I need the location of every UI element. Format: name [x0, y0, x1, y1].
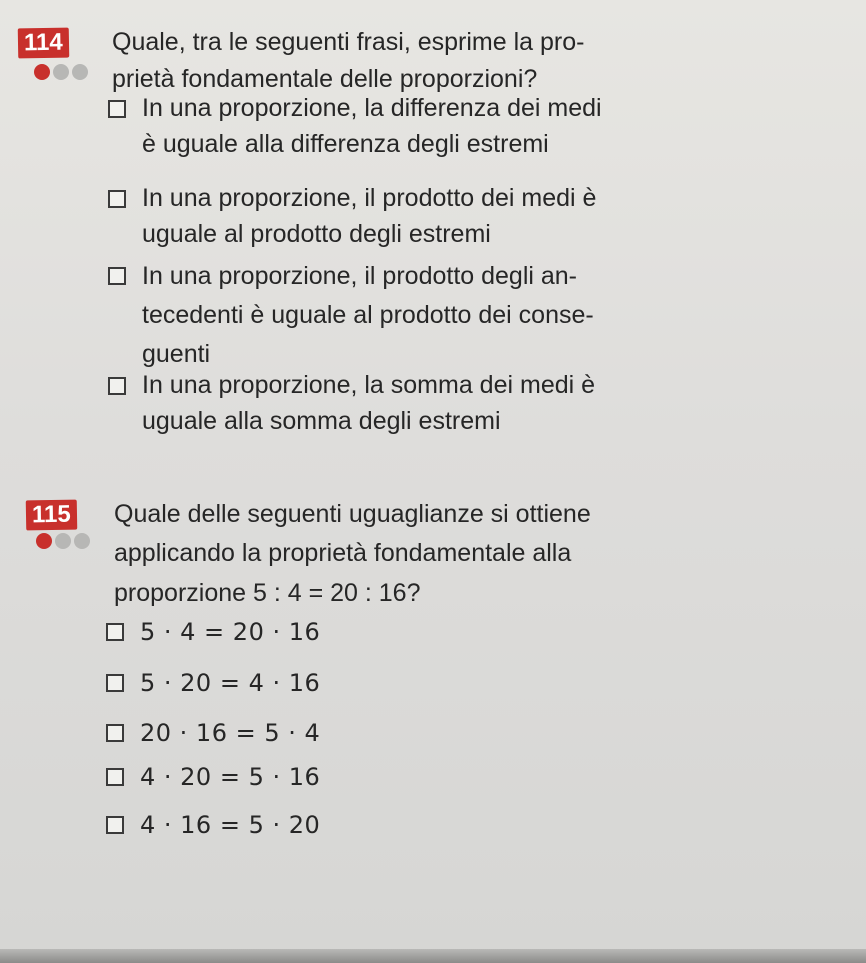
answer-option[interactable] [108, 257, 594, 374]
answer-option[interactable] [106, 761, 320, 793]
page-bottom-edge [0, 949, 866, 963]
answer-checkbox[interactable] [108, 377, 126, 395]
question-line: Quale, tra le seguenti frasi, esprime la pro- [112, 28, 585, 56]
difficulty-dot-empty [55, 533, 71, 549]
question-line: Quale delle seguenti uguaglianze si ottiene [114, 500, 591, 528]
difficulty-dot-empty [72, 64, 88, 80]
answer-option-text: 4 · 16 = 5 · 20 [140, 811, 321, 839]
exercise-number-badge: 114 [18, 28, 69, 59]
answer-option-line: tecedenti è uguale al prodotto dei conse- [142, 301, 594, 329]
difficulty-dot-empty [74, 533, 90, 549]
answer-checkbox[interactable] [106, 816, 124, 834]
answer-checkbox[interactable] [106, 674, 124, 692]
answer-option-text: 5 · 20 = 4 · 16 [140, 669, 321, 697]
answer-option[interactable] [106, 809, 320, 841]
answer-option-line: In una proporzione, il prodotto degli an- [142, 262, 578, 290]
answer-checkbox[interactable] [108, 190, 126, 208]
answer-checkbox[interactable] [106, 623, 124, 641]
answer-option-text: 4 · 20 = 5 · 16 [140, 763, 321, 791]
answer-option-line: guenti [142, 340, 211, 368]
difficulty-dot-empty [53, 64, 69, 80]
question-line: applicando la proprietà fondamentale alla [114, 539, 572, 567]
answer-checkbox[interactable] [106, 724, 124, 742]
answer-option-line: è uguale alla differenza degli estremi [142, 130, 549, 158]
answer-option[interactable] [108, 367, 595, 439]
exercise-number-badge: 115 [26, 500, 77, 531]
answer-checkbox[interactable] [106, 768, 124, 786]
answer-option-line: uguale alla somma degli estremi [142, 407, 501, 435]
question-line: prietà fondamentale delle proporzioni? [112, 65, 538, 93]
difficulty-dots [36, 533, 90, 549]
answer-option[interactable] [108, 90, 602, 162]
answer-option-line: In una proporzione, la somma dei medi è [142, 371, 596, 399]
answer-option-text: 5 · 4 = 20 · 16 [140, 618, 321, 646]
answer-option-line: uguale al prodotto degli estremi [142, 220, 491, 248]
question-line: proporzione 5 : 4 = 20 : 16? [114, 579, 421, 607]
difficulty-dot-filled [36, 533, 52, 549]
answer-option[interactable] [106, 717, 320, 749]
answer-option[interactable] [108, 180, 596, 252]
answer-option-line: In una proporzione, la differenza dei medi [142, 94, 602, 122]
answer-option[interactable] [106, 667, 320, 699]
answer-checkbox[interactable] [108, 267, 126, 285]
difficulty-dot-filled [34, 64, 50, 80]
answer-checkbox[interactable] [108, 100, 126, 118]
difficulty-dots [34, 64, 88, 80]
answer-option[interactable] [106, 616, 320, 648]
answer-option-line: In una proporzione, il prodotto dei medi è [142, 184, 597, 212]
answer-option-text: 20 · 16 = 5 · 4 [140, 719, 321, 747]
